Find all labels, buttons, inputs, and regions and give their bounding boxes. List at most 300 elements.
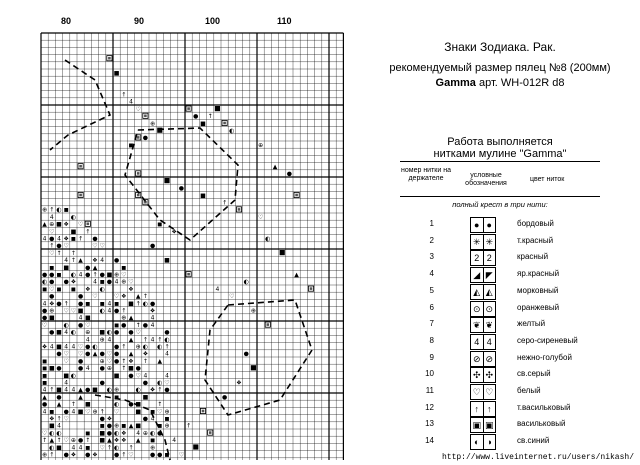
svg-text:●: ● bbox=[49, 271, 55, 279]
svg-text:◐: ◐ bbox=[142, 343, 149, 351]
legend-symbol-box bbox=[470, 401, 496, 417]
svg-text:↑: ↑ bbox=[157, 401, 163, 409]
svg-text:▲: ▲ bbox=[92, 264, 98, 272]
svg-text:↑: ↑ bbox=[49, 451, 55, 459]
svg-text:⊕: ⊕ bbox=[92, 408, 98, 416]
legend-color-name: васильковый bbox=[517, 419, 566, 429]
svg-text:●: ● bbox=[149, 300, 156, 308]
svg-text:♡: ♡ bbox=[49, 249, 55, 257]
legend-number: 1 bbox=[429, 219, 434, 228]
svg-text:■: ■ bbox=[128, 365, 134, 373]
svg-text:◼: ◼ bbox=[42, 285, 48, 293]
svg-text:❖: ❖ bbox=[63, 221, 69, 229]
svg-text:■: ■ bbox=[135, 422, 142, 430]
legend-symbol: ✣ bbox=[472, 370, 481, 381]
legend-item bbox=[400, 383, 640, 401]
svg-text:⊕: ⊕ bbox=[135, 343, 141, 351]
svg-text:4: 4 bbox=[71, 386, 76, 394]
svg-text:♡: ♡ bbox=[63, 242, 69, 250]
legend-item bbox=[400, 433, 640, 451]
svg-text:●: ● bbox=[56, 300, 62, 308]
column-number-90: 90 bbox=[134, 16, 145, 26]
svg-text:◼: ◼ bbox=[150, 437, 156, 445]
svg-text:■: ■ bbox=[56, 343, 62, 351]
svg-text:◼: ◼ bbox=[56, 271, 62, 279]
brand-name: Gamma bbox=[435, 77, 476, 89]
header-thread-number: номер нитки на держателе bbox=[401, 167, 451, 182]
svg-text:●: ● bbox=[128, 372, 134, 380]
svg-text:4: 4 bbox=[49, 343, 54, 351]
legend-number: 5 bbox=[429, 285, 434, 295]
svg-text:■: ■ bbox=[99, 429, 106, 437]
svg-text:●: ● bbox=[142, 134, 149, 142]
svg-text:■: ■ bbox=[77, 307, 84, 315]
legend-symbol: ♡ bbox=[472, 387, 481, 397]
legend-color-name: бордовый bbox=[517, 219, 554, 228]
svg-text:◼: ◼ bbox=[164, 451, 170, 459]
svg-text:4: 4 bbox=[42, 300, 47, 308]
svg-text:4: 4 bbox=[215, 285, 220, 293]
header-thread-color: цвет ниток bbox=[530, 176, 565, 183]
svg-text:▲: ▲ bbox=[294, 271, 299, 279]
work-line-2: нитками мулине "Gamma" bbox=[433, 148, 567, 160]
column-number-110: 110 bbox=[277, 16, 292, 26]
svg-text:4: 4 bbox=[57, 235, 61, 243]
svg-text:◼: ◼ bbox=[42, 365, 48, 373]
svg-text:4: 4 bbox=[64, 379, 69, 387]
svg-text:↑: ↑ bbox=[106, 444, 112, 452]
svg-text:↑: ↑ bbox=[157, 336, 163, 344]
legend-item bbox=[400, 249, 640, 267]
svg-text:●: ● bbox=[142, 415, 149, 423]
svg-text:4: 4 bbox=[107, 300, 112, 308]
legend-symbol: ◑ bbox=[483, 435, 496, 449]
svg-text:●: ● bbox=[286, 170, 293, 178]
svg-text:⊕: ⊕ bbox=[142, 429, 148, 437]
svg-text:4: 4 bbox=[85, 365, 90, 373]
svg-text:4: 4 bbox=[150, 321, 155, 329]
svg-text:4: 4 bbox=[107, 336, 112, 344]
svg-text:◼: ◼ bbox=[99, 278, 105, 286]
legend-symbol: ✳ bbox=[472, 236, 481, 247]
svg-text:↑: ↑ bbox=[128, 444, 134, 452]
svg-text:●: ● bbox=[77, 437, 84, 445]
svg-text:⊕: ⊕ bbox=[49, 221, 55, 229]
svg-text:4: 4 bbox=[143, 372, 148, 380]
svg-text:⊕: ⊕ bbox=[70, 437, 76, 445]
svg-text:●: ● bbox=[149, 451, 156, 459]
legend-item bbox=[400, 316, 640, 334]
svg-text:4: 4 bbox=[64, 386, 69, 394]
svg-text:♡: ♡ bbox=[63, 307, 69, 315]
svg-text:▲: ▲ bbox=[42, 393, 47, 401]
svg-text:●: ● bbox=[41, 401, 48, 409]
svg-text:↑: ↑ bbox=[85, 228, 91, 236]
svg-text:◐: ◐ bbox=[63, 321, 69, 329]
svg-text:⊕: ⊕ bbox=[250, 307, 256, 315]
svg-text:●: ● bbox=[56, 242, 62, 250]
svg-text:♡: ♡ bbox=[135, 372, 141, 380]
svg-text:●: ● bbox=[99, 365, 105, 373]
svg-text:⊕: ⊕ bbox=[114, 271, 120, 279]
svg-text:♡: ♡ bbox=[128, 278, 134, 286]
svg-text:■: ■ bbox=[135, 408, 142, 416]
table-top-rule bbox=[400, 161, 600, 162]
svg-text:◐: ◐ bbox=[243, 278, 249, 286]
svg-text:❖: ❖ bbox=[149, 386, 156, 394]
svg-text:◼: ◼ bbox=[121, 264, 127, 272]
legend-symbol: ▣ bbox=[483, 418, 496, 432]
svg-text:↑: ↑ bbox=[121, 91, 127, 99]
legend-color-name: св.серый bbox=[517, 369, 551, 379]
svg-text:◐: ◐ bbox=[135, 386, 141, 394]
svg-text:◐: ◐ bbox=[142, 300, 149, 308]
svg-text:◐: ◐ bbox=[99, 285, 105, 293]
svg-text:◐: ◐ bbox=[49, 444, 55, 452]
svg-text:■: ■ bbox=[113, 69, 120, 77]
svg-text:4: 4 bbox=[165, 350, 169, 358]
svg-text:●: ● bbox=[149, 242, 156, 250]
svg-text:❖: ❖ bbox=[128, 285, 134, 293]
svg-text:◐: ◐ bbox=[70, 372, 77, 380]
article-code: арт. WH-012R d8 bbox=[478, 77, 565, 89]
svg-text:●: ● bbox=[49, 329, 55, 337]
legend-symbol-box bbox=[470, 334, 496, 350]
svg-text:●: ● bbox=[41, 307, 48, 315]
svg-text:◐: ◐ bbox=[265, 235, 271, 243]
svg-text:●: ● bbox=[85, 264, 91, 272]
legend-symbol: 4 bbox=[483, 335, 496, 349]
legend-color-name: желтый bbox=[517, 319, 546, 329]
svg-text:♡: ♡ bbox=[63, 437, 69, 445]
svg-text:♡: ♡ bbox=[92, 293, 98, 301]
legend-item bbox=[400, 416, 640, 434]
svg-text:●: ● bbox=[63, 408, 69, 416]
svg-text:4: 4 bbox=[129, 98, 133, 106]
header-symbols: условные обозначения bbox=[465, 172, 507, 187]
svg-text:■: ■ bbox=[135, 401, 142, 409]
svg-text:↑: ↑ bbox=[56, 437, 62, 445]
legend-color-name: т.васильковый bbox=[517, 402, 571, 412]
svg-text:▲: ▲ bbox=[56, 401, 62, 409]
svg-text:♡: ♡ bbox=[135, 105, 141, 113]
svg-text:⊕: ⊕ bbox=[114, 386, 120, 394]
svg-text:■: ■ bbox=[106, 271, 113, 279]
svg-text:⊕: ⊕ bbox=[164, 422, 170, 430]
svg-text:●: ● bbox=[99, 415, 105, 423]
svg-text:■: ■ bbox=[84, 314, 91, 322]
legend-symbol-box bbox=[470, 434, 496, 450]
svg-text:↑: ↑ bbox=[56, 249, 62, 257]
legend-symbol: ↑ bbox=[483, 402, 496, 416]
svg-text:◐: ◐ bbox=[70, 329, 77, 337]
svg-text:4: 4 bbox=[150, 415, 155, 423]
svg-text:◼: ◼ bbox=[49, 408, 55, 416]
svg-text:●: ● bbox=[77, 300, 84, 308]
svg-text:↑: ↑ bbox=[142, 336, 148, 344]
svg-text:●: ● bbox=[135, 365, 141, 373]
legend-number: 11 bbox=[425, 386, 434, 395]
svg-text:↑: ↑ bbox=[186, 422, 192, 430]
legend-number: 9 bbox=[429, 352, 434, 362]
svg-text:●: ● bbox=[85, 451, 91, 459]
svg-text:●: ● bbox=[63, 451, 69, 459]
svg-text:↑: ↑ bbox=[42, 437, 48, 445]
column-number-80: 80 bbox=[61, 16, 72, 26]
svg-text:◼: ◼ bbox=[42, 379, 48, 387]
svg-text:❖: ❖ bbox=[92, 257, 98, 265]
legend-color-name: нежно-голубой bbox=[517, 352, 572, 362]
svg-text:❖: ❖ bbox=[92, 451, 98, 459]
svg-text:●: ● bbox=[85, 350, 91, 358]
legend-item bbox=[400, 333, 640, 351]
svg-text:↑: ↑ bbox=[70, 249, 76, 257]
legend-number: 10 bbox=[425, 369, 434, 379]
svg-text:●: ● bbox=[106, 278, 113, 286]
svg-text:❖: ❖ bbox=[121, 293, 127, 301]
svg-text:◼: ◼ bbox=[85, 429, 91, 437]
svg-text:♡: ♡ bbox=[85, 321, 91, 329]
legend-panel bbox=[360, 0, 640, 465]
svg-text:4: 4 bbox=[78, 271, 83, 279]
svg-text:↑: ↑ bbox=[121, 307, 127, 315]
svg-text:◼: ◼ bbox=[99, 422, 105, 430]
svg-text:↑: ↑ bbox=[49, 386, 55, 394]
svg-text:❖: ❖ bbox=[121, 437, 127, 445]
svg-text:■: ■ bbox=[164, 257, 170, 265]
svg-text:■: ■ bbox=[200, 120, 206, 128]
svg-text:⊕: ⊕ bbox=[121, 314, 127, 322]
svg-text:⊕: ⊕ bbox=[121, 278, 127, 286]
legend-number: 13 bbox=[425, 419, 434, 429]
svg-text:↑: ↑ bbox=[121, 343, 127, 351]
svg-text:●: ● bbox=[85, 343, 91, 351]
svg-text:◐: ◐ bbox=[106, 329, 113, 337]
svg-text:◐: ◐ bbox=[99, 307, 105, 315]
svg-text:■: ■ bbox=[128, 300, 134, 308]
svg-text:4: 4 bbox=[71, 408, 76, 416]
svg-text:4: 4 bbox=[71, 343, 76, 351]
svg-text:4: 4 bbox=[136, 429, 141, 437]
legend-symbol: ✣ bbox=[483, 368, 496, 382]
svg-text:■: ■ bbox=[48, 422, 55, 430]
svg-text:◼: ◼ bbox=[85, 300, 91, 308]
svg-text:↑: ↑ bbox=[49, 242, 55, 250]
svg-text:●: ● bbox=[49, 293, 55, 301]
svg-text:❖: ❖ bbox=[63, 235, 69, 243]
svg-text:♡: ♡ bbox=[229, 293, 235, 301]
svg-text:⊕: ⊕ bbox=[106, 365, 112, 373]
stitch-type-subtitle: полный крест в три нити: bbox=[452, 200, 548, 209]
svg-text:●: ● bbox=[113, 257, 120, 265]
svg-text:◐: ◐ bbox=[70, 271, 77, 279]
svg-text:●: ● bbox=[128, 329, 134, 337]
svg-text:▲: ▲ bbox=[135, 293, 141, 301]
svg-text:♡: ♡ bbox=[128, 451, 134, 459]
svg-text:❖: ❖ bbox=[128, 357, 134, 365]
svg-text:♡: ♡ bbox=[41, 321, 48, 329]
svg-text:◼: ◼ bbox=[70, 285, 76, 293]
svg-text:❖: ❖ bbox=[149, 307, 156, 315]
legend-color-name: св.синий bbox=[517, 436, 550, 446]
svg-text:●: ● bbox=[92, 235, 98, 243]
svg-text:♡: ♡ bbox=[106, 357, 113, 365]
svg-text:◐: ◐ bbox=[113, 444, 120, 452]
legend-symbol: ◢ bbox=[473, 270, 481, 281]
svg-text:●: ● bbox=[106, 429, 113, 437]
svg-text:◼: ◼ bbox=[114, 300, 120, 308]
svg-text:4: 4 bbox=[49, 213, 54, 221]
svg-text:♡: ♡ bbox=[178, 451, 185, 459]
svg-text:♡: ♡ bbox=[63, 415, 69, 423]
svg-text:↑: ↑ bbox=[78, 235, 84, 243]
svg-text:4: 4 bbox=[85, 336, 90, 344]
svg-text:●: ● bbox=[63, 278, 69, 286]
svg-text:♡: ♡ bbox=[257, 213, 264, 221]
svg-text:●: ● bbox=[113, 343, 120, 351]
svg-text:■: ■ bbox=[99, 329, 106, 337]
svg-text:4: 4 bbox=[71, 444, 76, 452]
svg-text:♡: ♡ bbox=[121, 271, 127, 279]
legend-symbol: ◭ bbox=[483, 285, 496, 299]
legend-color-name: т.красный bbox=[517, 235, 554, 245]
svg-text:⊕: ⊕ bbox=[114, 422, 120, 430]
svg-text:◼: ◼ bbox=[157, 221, 163, 229]
svg-text:❖: ❖ bbox=[49, 415, 55, 423]
svg-text:▲: ▲ bbox=[107, 437, 112, 445]
svg-text:4: 4 bbox=[172, 437, 177, 445]
legend-symbol: ◭ bbox=[473, 286, 481, 297]
svg-text:4: 4 bbox=[64, 257, 69, 265]
svg-text:♡: ♡ bbox=[49, 285, 55, 293]
svg-text:◐: ◐ bbox=[157, 379, 163, 387]
svg-text:❖: ❖ bbox=[171, 228, 177, 236]
svg-text:↑: ↑ bbox=[222, 199, 228, 207]
svg-text:●: ● bbox=[121, 321, 127, 329]
svg-text:⊕: ⊕ bbox=[42, 206, 48, 214]
svg-text:↑: ↑ bbox=[70, 401, 76, 409]
svg-text:❖: ❖ bbox=[85, 285, 91, 293]
svg-text:⊕: ⊕ bbox=[164, 408, 170, 416]
svg-text:4: 4 bbox=[93, 278, 97, 286]
legend-symbol: ♡ bbox=[483, 385, 496, 399]
svg-text:▲: ▲ bbox=[128, 350, 134, 358]
svg-text:↑: ↑ bbox=[99, 408, 105, 416]
svg-text:●: ● bbox=[221, 393, 228, 401]
legend-item bbox=[400, 216, 640, 234]
legend-symbol: ● bbox=[483, 218, 496, 232]
svg-text:■: ■ bbox=[63, 264, 70, 272]
legend-color-name: оранжевый bbox=[517, 302, 560, 312]
svg-text:■: ■ bbox=[56, 329, 62, 337]
svg-text:●: ● bbox=[164, 329, 170, 337]
svg-text:■: ■ bbox=[92, 386, 98, 394]
svg-text:▲: ▲ bbox=[157, 357, 163, 365]
svg-text:◼: ◼ bbox=[42, 372, 48, 380]
svg-text:■: ■ bbox=[200, 192, 206, 200]
svg-text:4: 4 bbox=[42, 235, 47, 243]
svg-text:4: 4 bbox=[107, 307, 112, 315]
svg-text:●: ● bbox=[49, 235, 55, 243]
legend-symbol-box bbox=[470, 234, 496, 250]
svg-text:↑: ↑ bbox=[157, 386, 163, 394]
legend-symbol-box bbox=[470, 250, 496, 266]
svg-text:⊕: ⊕ bbox=[42, 451, 48, 459]
svg-text:●: ● bbox=[77, 357, 84, 365]
svg-text:▲: ▲ bbox=[135, 437, 141, 445]
legend-number: 12 bbox=[425, 402, 434, 412]
svg-text:●: ● bbox=[113, 350, 120, 358]
svg-text:◐: ◐ bbox=[56, 429, 62, 437]
legend-number: 14 bbox=[425, 436, 434, 446]
svg-text:■: ■ bbox=[142, 393, 149, 401]
svg-text:♡: ♡ bbox=[85, 408, 91, 416]
legend-symbol-box bbox=[470, 267, 496, 283]
source-url: http://www.liveinternet.ru/users/nikash/ bbox=[441, 453, 634, 462]
svg-text:◼: ◼ bbox=[157, 422, 163, 430]
svg-text:❖: ❖ bbox=[113, 437, 120, 445]
svg-text:◐: ◐ bbox=[92, 343, 98, 351]
svg-text:↑: ↑ bbox=[56, 415, 62, 423]
legend-symbol: 4 bbox=[474, 336, 480, 347]
svg-text:■: ■ bbox=[56, 444, 62, 452]
legend-symbol: ❦ bbox=[483, 318, 496, 332]
svg-text:■: ■ bbox=[56, 221, 62, 229]
legend-color-name: морковный bbox=[517, 285, 559, 295]
svg-text:♡: ♡ bbox=[63, 350, 69, 358]
legend-symbol-box bbox=[470, 367, 496, 383]
svg-text:4: 4 bbox=[64, 343, 69, 351]
svg-text:◼: ◼ bbox=[70, 235, 76, 243]
svg-text:↑: ↑ bbox=[135, 300, 141, 308]
svg-text:◼: ◼ bbox=[114, 393, 120, 401]
svg-text:4: 4 bbox=[78, 314, 83, 322]
svg-text:↑: ↑ bbox=[63, 300, 69, 308]
svg-text:4: 4 bbox=[42, 408, 47, 416]
svg-text:▲: ▲ bbox=[128, 314, 134, 322]
svg-text:♡: ♡ bbox=[99, 242, 105, 250]
svg-text:■: ■ bbox=[99, 437, 106, 445]
svg-text:↑: ↑ bbox=[121, 365, 127, 373]
legend-color-name: серо-сиреневый bbox=[517, 335, 578, 345]
svg-text:●: ● bbox=[77, 365, 84, 373]
svg-text:●: ● bbox=[142, 321, 149, 329]
svg-text:●: ● bbox=[99, 271, 105, 279]
legend-color-name: яр.красный bbox=[517, 269, 560, 279]
svg-text:4: 4 bbox=[57, 422, 61, 430]
legend-number: 8 bbox=[429, 335, 434, 345]
svg-text:⊕: ⊕ bbox=[85, 329, 91, 337]
svg-text:4: 4 bbox=[114, 278, 119, 286]
svg-text:●: ● bbox=[164, 386, 170, 394]
legend-number: 4 bbox=[429, 269, 434, 279]
svg-text:♡: ♡ bbox=[77, 221, 84, 229]
svg-text:●: ● bbox=[113, 307, 120, 315]
legend-symbol-box bbox=[470, 417, 496, 433]
svg-text:◐: ◐ bbox=[56, 206, 62, 214]
svg-text:■: ■ bbox=[70, 228, 77, 236]
svg-text:4: 4 bbox=[150, 336, 155, 344]
svg-text:▲: ▲ bbox=[78, 393, 83, 401]
svg-text:◼: ◼ bbox=[56, 285, 62, 293]
legend-number: 2 bbox=[429, 235, 434, 245]
legend-item bbox=[400, 400, 640, 418]
svg-text:◼: ◼ bbox=[63, 206, 69, 214]
legend-item bbox=[400, 266, 640, 284]
svg-text:↑: ↑ bbox=[49, 206, 55, 214]
svg-text:●: ● bbox=[41, 314, 48, 322]
svg-text:●: ● bbox=[99, 379, 105, 387]
